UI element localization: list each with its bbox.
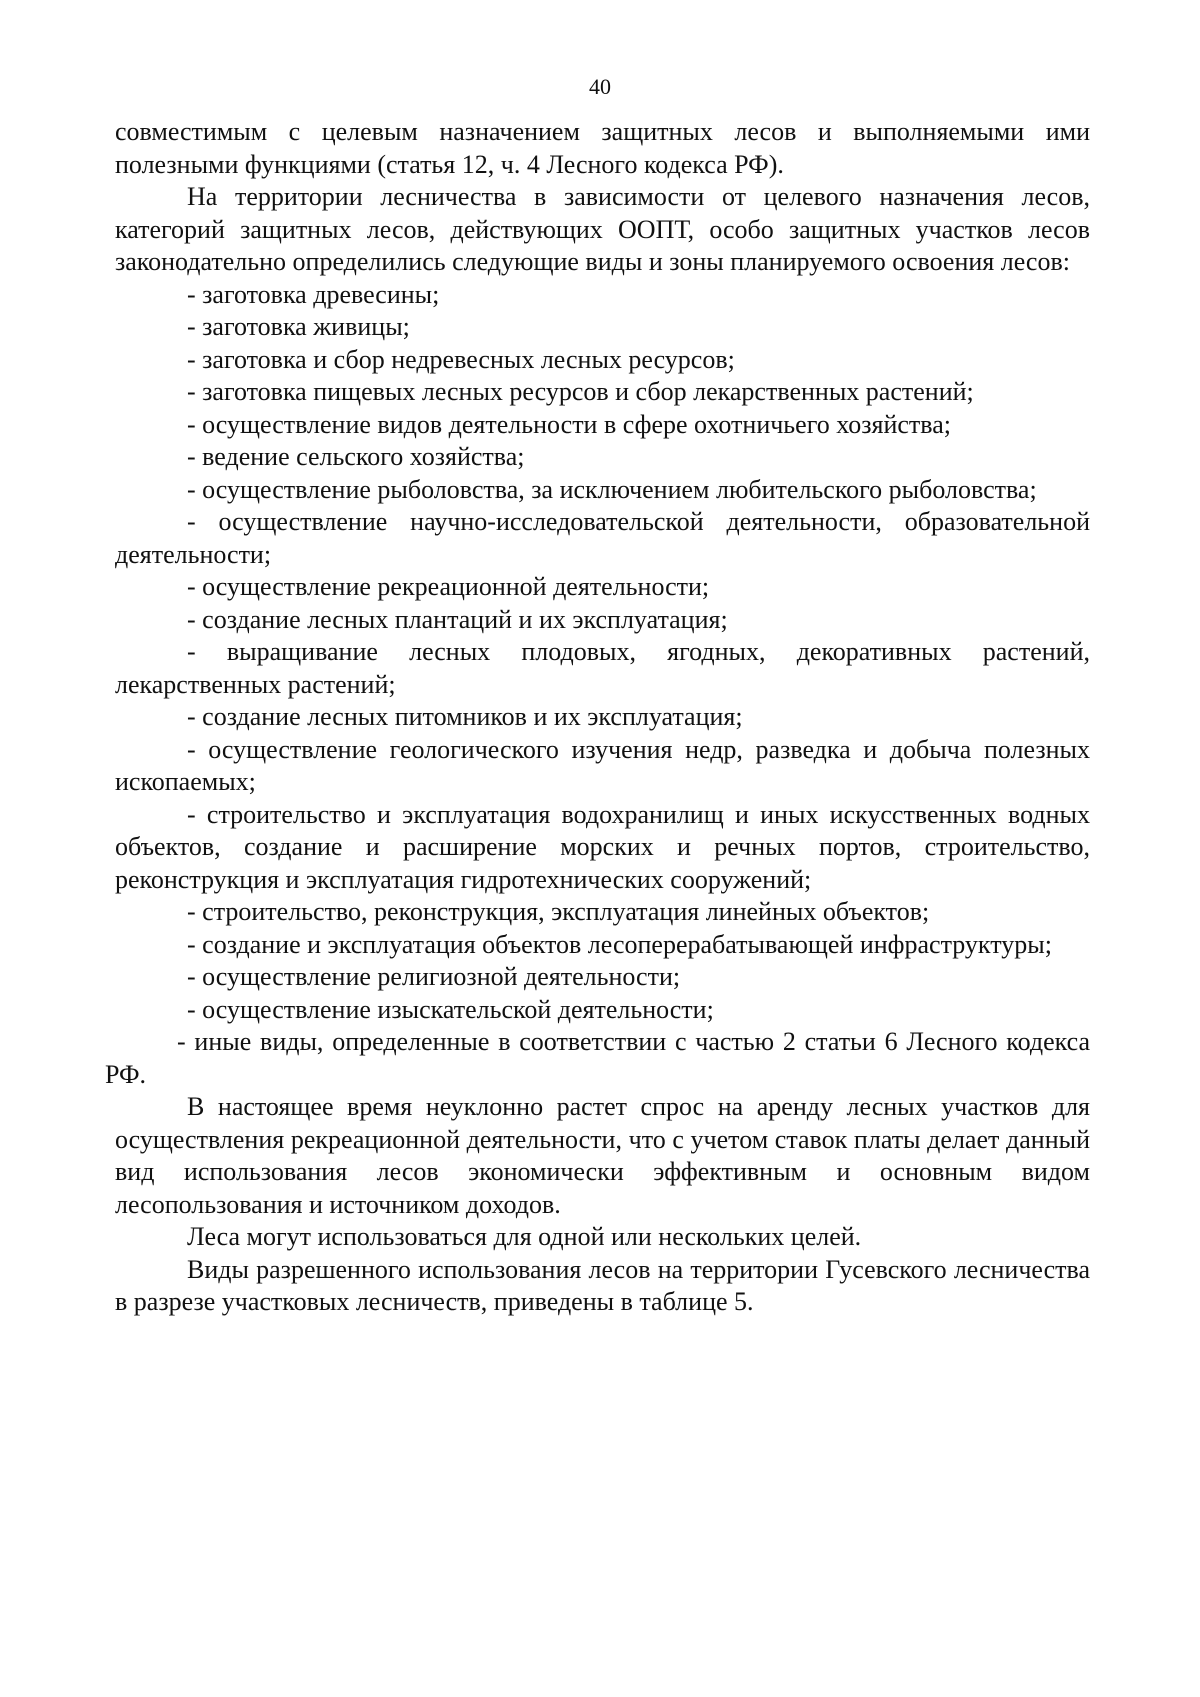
paragraph-forest-purposes: Леса могут использоваться для одной или нескольких целей.: [187, 1222, 862, 1251]
list-item: - выращивание лесных плодовых, ягодных, декоративных растений, лекарственных растений;: [115, 637, 1090, 699]
list-item: - осуществление изыскательской деятельности;: [187, 994, 714, 1024]
paragraph-table-reference: Виды разрешенного использования лесов на территории Гусевского лесничества в разрезе участковых лесничеств, приведены в таблице 5.: [115, 1254, 1090, 1316]
list-item: - осуществление геологического изучения недр, разведка и добыча полезных ископаемых;: [115, 734, 1090, 796]
document-body: [105, 116, 1090, 1319]
list-item: - ведение сельского хозяйства;: [187, 442, 525, 471]
list-item: - иные виды, определенные в соответствии с частью 2 статьи 6 Лесного кодекса РФ.: [105, 1027, 1090, 1089]
list-item: - осуществление религиозной деятельности;: [187, 962, 681, 991]
list-item: - строительство, реконструкция, эксплуатация линейных объектов;: [187, 897, 930, 926]
list-item: - создание и эксплуатация объектов лесоперерабатывающей инфраструктуры;: [187, 929, 1052, 959]
page-number: 40: [589, 74, 611, 99]
paragraph-continuation: совместимым с целевым назначением защитных лесов и выполняемыми ими полезными функциями (статья 12, ч. 4 Лесного кодекса РФ).: [115, 117, 1090, 179]
list-item: - заготовка живицы;: [187, 312, 410, 341]
list-item: - создание лесных питомников и их эксплуатация;: [187, 702, 743, 731]
list-item: - заготовка пищевых лесных ресурсов и сбор лекарственных растений;: [187, 377, 974, 406]
paragraph-intro: На территории лесничества в зависимости от целевого назначения лесов, категорий защитных лесов, действующих ООПТ, особо защитных участков лесов законодательно определились следующие виды и зоны планируемого освоения лесов:: [115, 182, 1090, 276]
list-item: - заготовка древесины;: [187, 279, 440, 309]
list-item: - осуществление видов деятельности в сфере охотничьего хозяйства;: [187, 409, 951, 439]
list-item: - заготовка и сбор недревесных лесных ресурсов;: [187, 344, 735, 374]
list-item: - осуществление рыболовства, за исключением любительского рыболовства;: [187, 474, 1037, 504]
paragraph-recreation-demand: В настоящее время неуклонно растет спрос на аренду лесных участков для осуществления рекреационной деятельности, что с учетом ставок платы делает данный вид использования лесов экономически эффективным и основным видом лесопользования и источником доходов.: [115, 1092, 1090, 1219]
list-item: - строительство и эксплуатация водохранилищ и иных искусственных водных объектов, создание и расширение морских и речных портов, строительство, реконструкция и эксплуатация гидротехнических сооружений;: [115, 799, 1090, 894]
list-item: - осуществление рекреационной деятельности;: [187, 572, 710, 601]
list-item: - осуществление научно-исследовательской деятельности, образовательной деятельности;: [115, 507, 1090, 569]
list-item: - создание лесных плантаций и их эксплуатация;: [187, 604, 728, 634]
